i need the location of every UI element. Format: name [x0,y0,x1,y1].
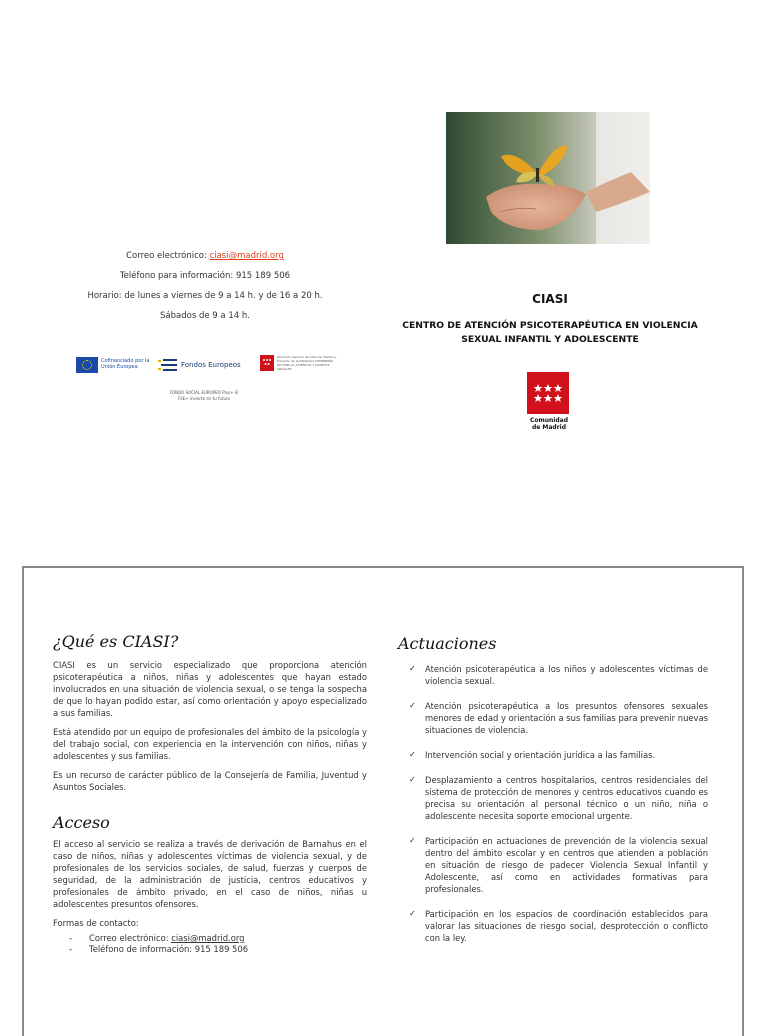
consejeria-text: Dirección General de Infancia, Familia y Fomento de la Natalidad CONSEJERÍA DE FAMILIA, JUVENTUD Y ASUNTOS SOCIALES [277,355,337,371]
eu-flag-icon [76,357,98,373]
list-item: - Teléfono de información: 915 189 506 [69,944,367,955]
right-column [398,634,708,957]
comunidad-madrid-stars-icon [260,355,274,371]
que-es-paragraph-2: Está atendido por un equipo de profesionales del ámbito de la psicología y del trabajo social, con experiencia en la intervención con niños, niñas y adolescentes y sus familias. [53,727,367,761]
list-item: ✓ Intervención social y orientación jurídica a las familias. [425,749,708,761]
left-column [53,632,367,955]
list-item: ✓ Participación en los espacios de coordinación establecidos para valorar las situaciones de riesgo social, desprotección o conflicto con la ley. [425,908,708,944]
inner-panel [22,566,744,1036]
fondos-europeos-icon [158,358,178,372]
contact-email-line [80,251,330,261]
cm-logo-line2: de Madrid [531,424,567,431]
que-es-paragraph-1: CIASI es un servicio especializado que proporciona atención psicoterapéutica a niños, niñas y adolescentes que hayan estado involucrados en una situación de violencia sexual, o se tenga la sospecha de que lo hayan podido estar, así como orientación y apoyo especializado a sus familias. [53,660,367,718]
actuaciones-heading: Actuaciones [398,634,497,653]
contact-phone: Teléfono para información: 915 189 506 [119,271,291,281]
contact-methods-list [53,933,367,955]
fondos-europeos-text: Fondos Europeos [181,361,241,369]
comunidad-madrid-flag [527,372,569,414]
actuaciones-list [398,663,708,944]
list-item: ✓ Atención psicoterapéutica a los niños y adolescentes víctimas de violencia sexual. [425,663,708,687]
list-item [69,933,367,944]
comunidad-madrid-stars-icon [527,372,569,414]
eu-logo-text: Cofinanciado por la Unión Europea [101,358,150,370]
acceso-paragraph: El acceso al servicio se realiza a través de derivación de Barnahus en el caso de niños, niñas y adolescentes víctimas de violencia sexual, y de profesionales de los servicios sociales, de salud, fuerzas y cuerpos de seguridad, de la administración de justicia, centros educativos y profesionales de ámbito privado, en el caso de niños, niñas u adolescentes presuntos ofensores. [53,839,367,909]
list-item: ✓ Atención psicoterapéutica a los presuntos ofensores sexuales menores de edad y orientación a sus familias para prevenir nuevas situaciones de violencia. [425,700,708,736]
contact-saturday: Sábados de 9 a 14 h. [160,311,250,321]
que-es-paragraph-3: Es un recurso de carácter público de la Consejería de Familia, Juventud y Asuntos Sociales. [53,770,367,792]
list-item: ✓ Desplazamiento a centros hospitalarios, centros residenciales del sistema de protección de menores y centros educativos cuando es precisa su orientación al personal técnico o un niño, niña o adolescente necesita soporte emocional urgente. [425,774,708,822]
comunidad-madrid-small-logo [260,355,274,371]
list-item: ✓ Participación en actuaciones de prevención de la violencia sexual dentro del ámbito escolar y en centros que atienden a población en situación de riesgo de padecer Violencia Sexual Infantil y Adolescente, así como en actividades formativas para profesionales. [425,835,708,895]
contact-email-link[interactable]: ciasi@madrid.org [209,251,284,261]
acceso-email-link[interactable]: ciasi@madrid.org [171,933,245,943]
cover-title: CIASI [532,292,568,306]
formas-contacto-label: Formas de contacto: [53,918,139,928]
fse-text: FONDO SOCIAL EUROPEO Plus+ El FSE+ invierte en tu futuro [169,390,239,401]
que-es-heading: ¿Qué es CIASI? [53,632,179,651]
cover-subtitle: CENTRO DE ATENCIÓN PSICOTERAPÉUTICA EN VIOLENCIA SEXUAL INFANTIL Y ADOLESCENTE [402,320,698,345]
contact-hours: Horario: de lunes a viernes de 9 a 14 h. y de 16 a 20 h. [87,291,323,301]
contact-email-label: Correo electrónico: [126,251,207,261]
comunidad-madrid-logo [527,372,571,434]
funding-logos [74,352,337,404]
cm-logo-line1: Comunidad [529,417,568,424]
acceso-heading: Acceso [53,813,110,832]
comunidad-madrid-logo-text [527,417,571,431]
acceso-email-label: Correo electrónico: [89,933,169,943]
cover-photo-butterfly-hand [446,112,650,244]
